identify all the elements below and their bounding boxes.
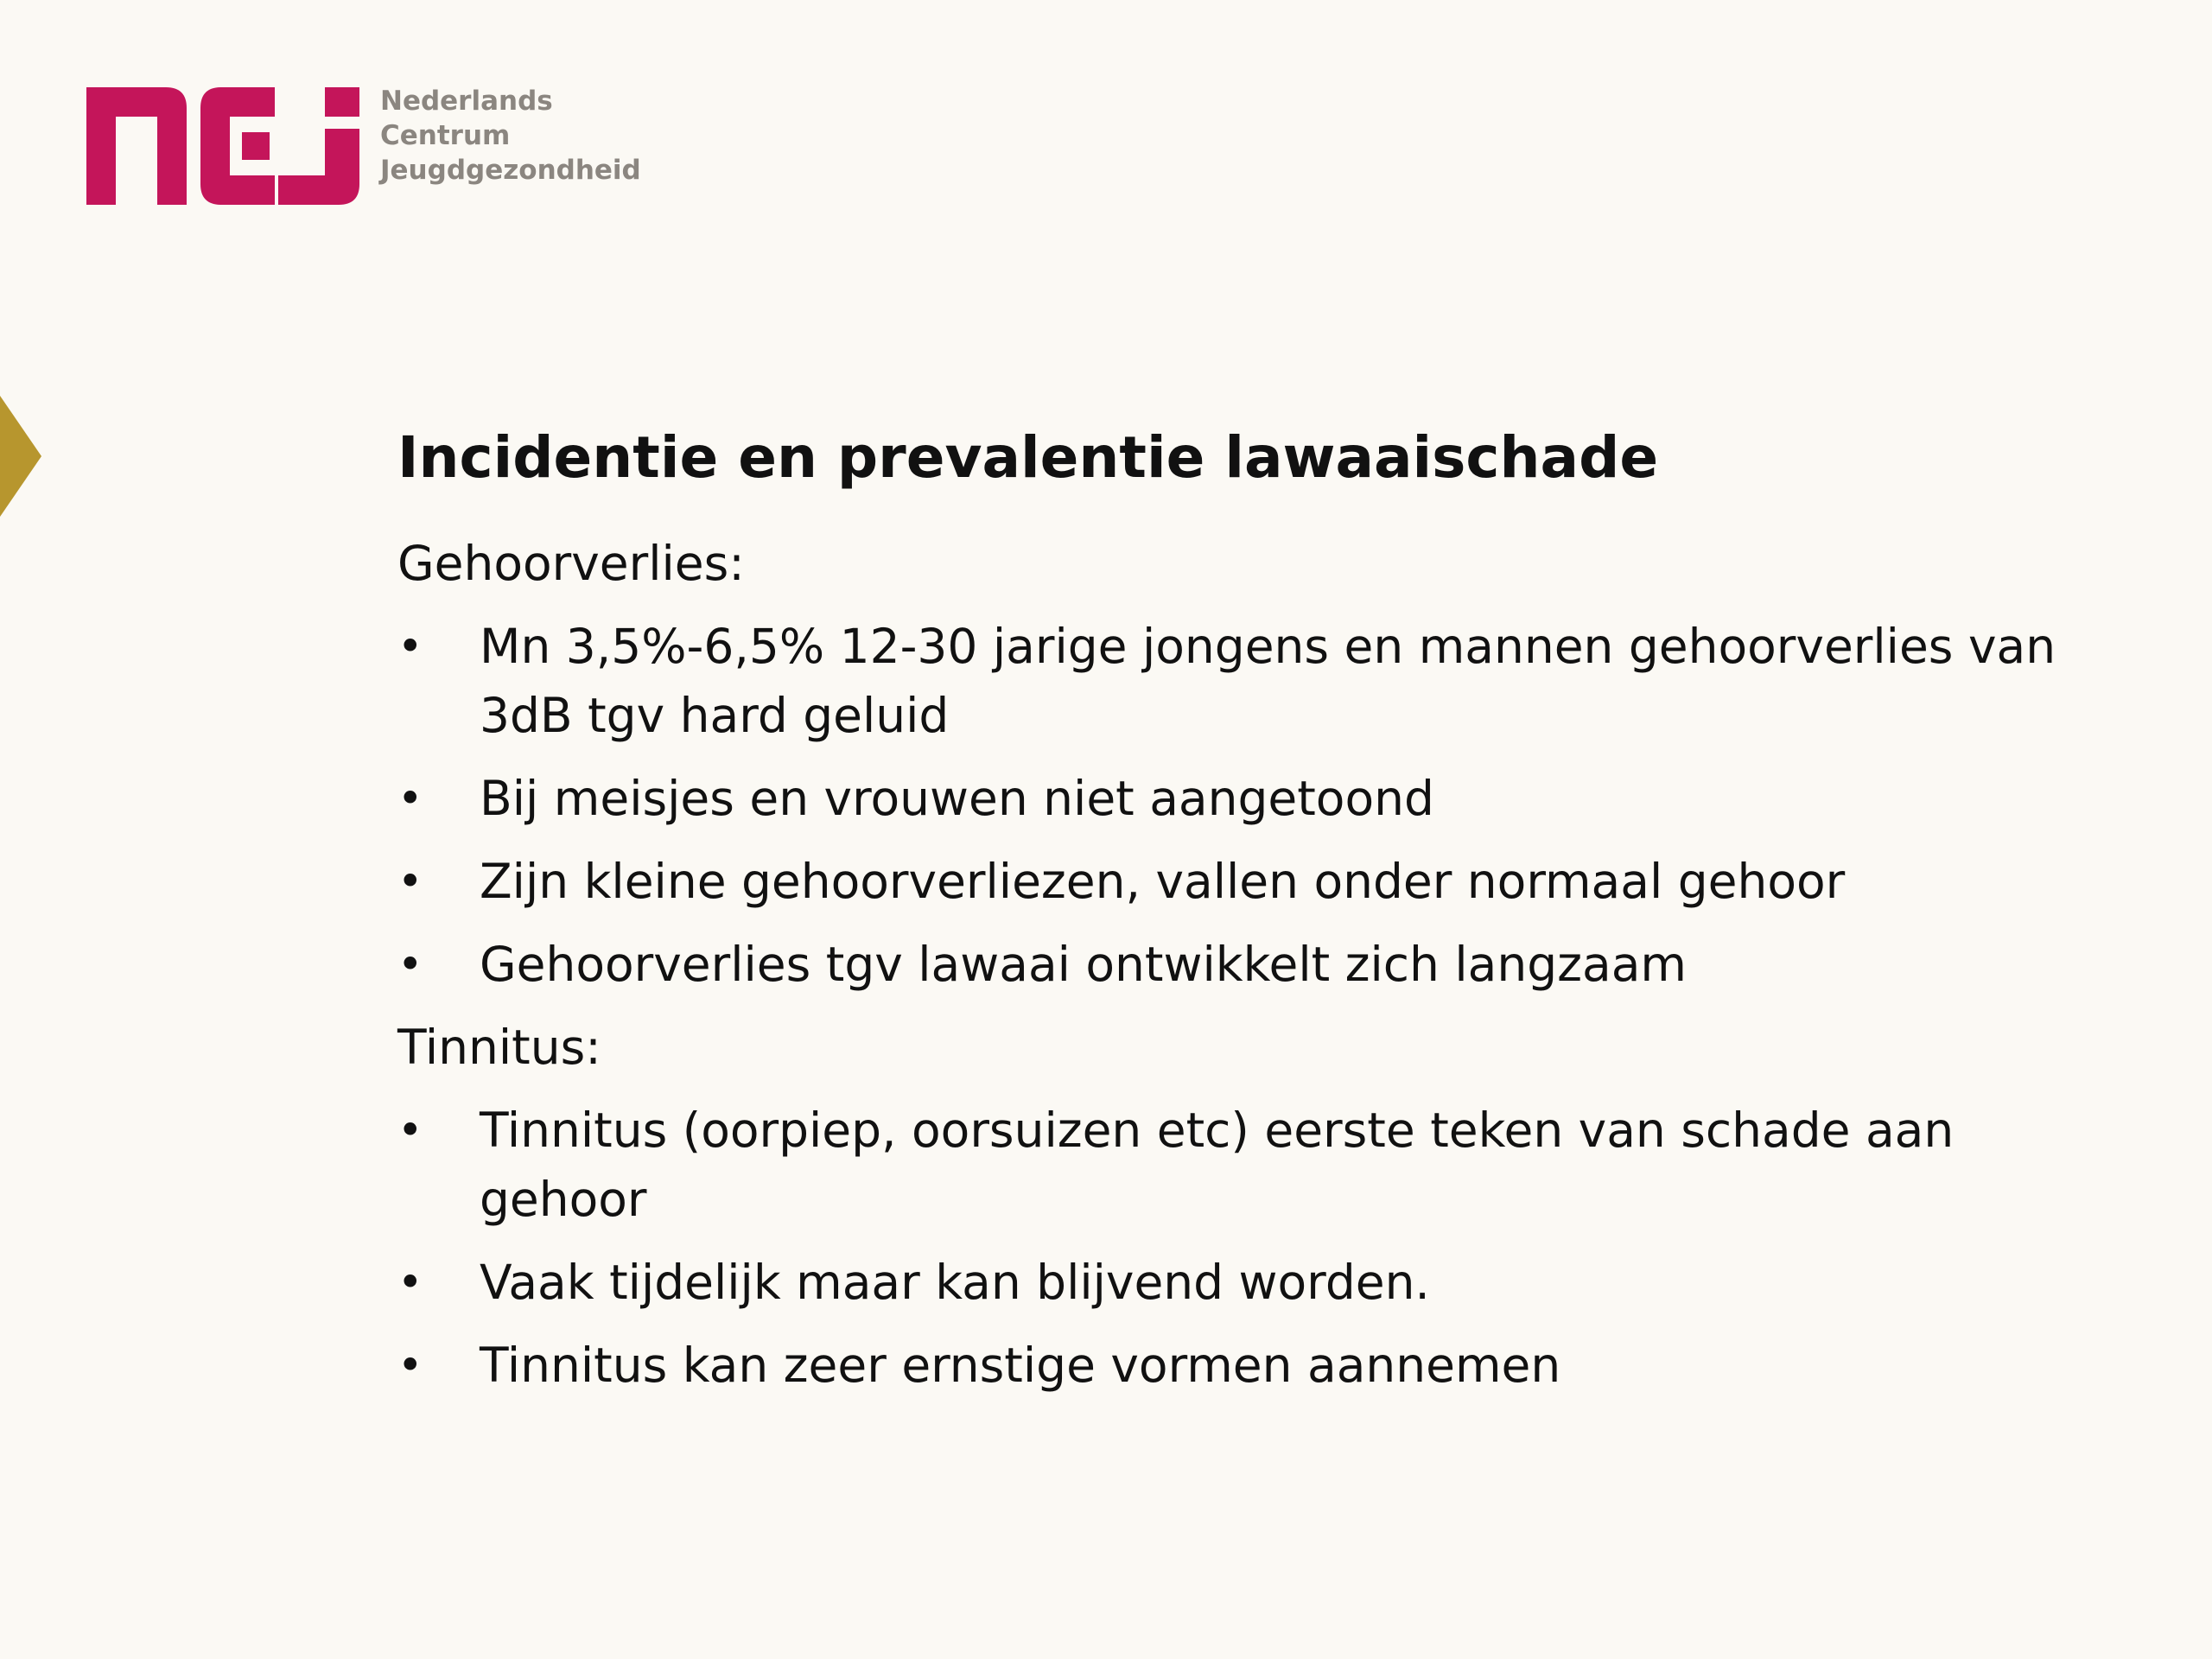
bullet-list-gehoorverlies: [397, 612, 2091, 999]
section-heading-gehoorverlies: Gehoorverlies:: [397, 536, 745, 591]
list-item-text: Tinnitus kan zeer ernstige vormen aannemen: [480, 1338, 1561, 1393]
slide-title: Incidentie en prevalentie lawaaischade: [397, 424, 1659, 491]
list-item: [397, 764, 2091, 833]
bullet-icon: •: [397, 773, 423, 823]
ncj-logo: [86, 84, 639, 205]
list-item-text: Zijn kleine gehoorverliezen, vallen onder normaal gehoor: [480, 854, 1846, 909]
bullet-list-tinnitus: [397, 1096, 2091, 1400]
logo-wordmark: [380, 84, 641, 188]
slide-content: [397, 416, 2091, 1414]
list-item: [397, 1248, 2091, 1317]
list-item: [397, 1331, 2091, 1400]
bullet-icon: •: [397, 939, 423, 989]
logo-line-2: Centrum: [380, 120, 511, 151]
bullet-icon: •: [397, 856, 423, 906]
bullet-icon: •: [397, 1105, 423, 1155]
list-item-text: Vaak tijdelijk maar kan blijvend worden.: [480, 1255, 1430, 1310]
ncj-logo-mark: [86, 87, 363, 205]
bullet-icon: •: [397, 621, 423, 671]
list-item: [397, 1096, 2091, 1234]
list-item-text: Gehoorverlies tgv lawaai ontwikkelt zich langzaam: [480, 937, 1687, 992]
section-heading-tinnitus: Tinnitus:: [397, 1020, 601, 1075]
bullet-icon: •: [397, 1340, 423, 1390]
logo-line-3: Jeugdgezondheid: [380, 155, 641, 186]
gold-arrow-marker: [0, 396, 43, 517]
list-item-text: Tinnitus (oorpiep, oorsuizen etc) eerste teken van schade aan gehoor: [480, 1103, 1955, 1227]
logo-line-1: Nederlands: [380, 86, 553, 117]
list-item-text: Bij meisjes en vrouwen niet aangetoond: [480, 771, 1434, 826]
list-item: [397, 930, 2091, 999]
list-item-text: Mn 3,5%-6,5% 12-30 jarige jongens en mannen gehoorverlies van 3dB tgv hard geluid: [480, 619, 2056, 743]
list-item: [397, 612, 2091, 750]
bullet-icon: •: [397, 1257, 423, 1307]
list-item: [397, 847, 2091, 916]
